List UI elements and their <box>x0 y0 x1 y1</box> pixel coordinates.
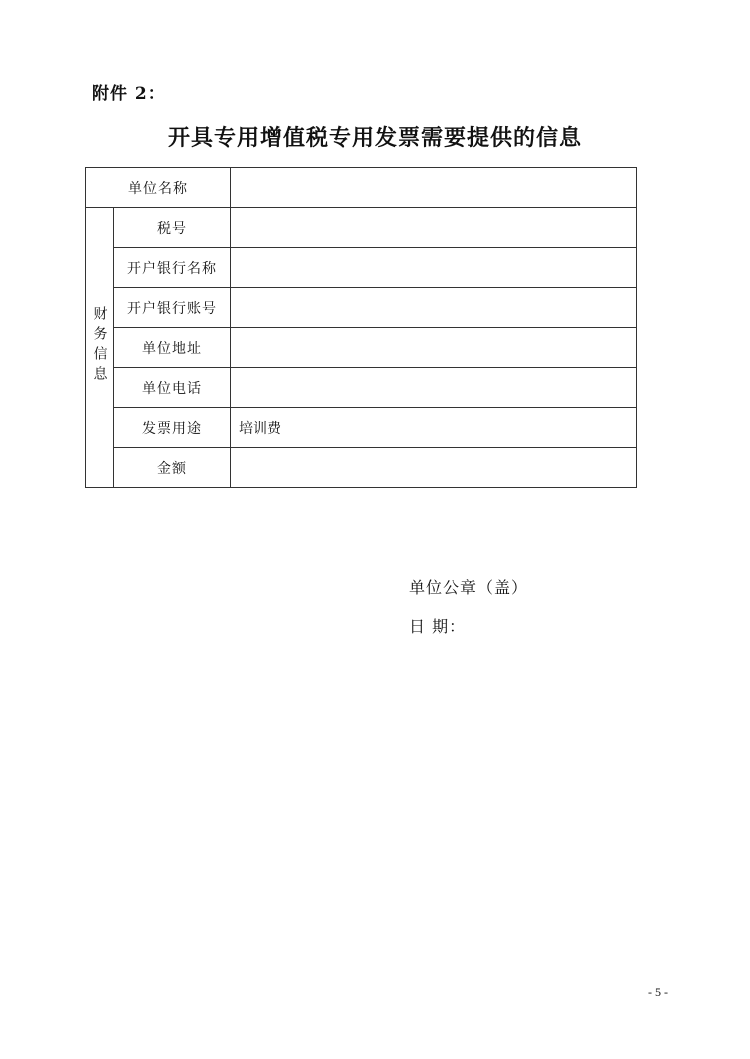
page-number: - 5 - <box>648 985 668 999</box>
amount-label: 金额 <box>114 448 231 488</box>
unit-name-label: 单位名称 <box>86 168 231 208</box>
tax-id-label: 税号 <box>114 208 231 248</box>
invoice-purpose-value[interactable]: 培训费 <box>231 408 637 448</box>
unit-address-value[interactable] <box>231 328 637 368</box>
invoice-info-table <box>85 167 637 488</box>
table-row-unit-name <box>86 168 637 208</box>
table-row-amount <box>86 448 637 488</box>
table-row-bank-account <box>86 288 637 328</box>
unit-address-label: 单位地址 <box>114 328 231 368</box>
unit-phone-value[interactable] <box>231 368 637 408</box>
tax-id-value[interactable] <box>231 208 637 248</box>
table-row-bank-name <box>86 248 637 288</box>
date-label: 日 期： <box>409 617 467 636</box>
unit-name-value[interactable] <box>231 168 637 208</box>
amount-value[interactable] <box>231 448 637 488</box>
unit-phone-label: 单位电话 <box>114 368 231 408</box>
bank-name-value[interactable] <box>231 248 637 288</box>
finance-info-label: 财务信息 <box>91 305 108 386</box>
attachment-label: 附件 2： <box>92 84 166 104</box>
unit-seal-label: 单位公章（盖） <box>409 578 529 597</box>
document-title: 开具专用增值税专用发票需要提供的信息 <box>167 125 582 151</box>
table-row-unit-phone <box>86 368 637 408</box>
bank-account-label: 开户银行账号 <box>114 288 231 328</box>
bank-name-label: 开户银行名称 <box>114 248 231 288</box>
bank-account-value[interactable] <box>231 288 637 328</box>
table-row-invoice-purpose <box>86 408 637 448</box>
finance-info-group-cell <box>86 208 114 488</box>
table-row-unit-address <box>86 328 637 368</box>
table-row-tax-id <box>86 208 637 248</box>
invoice-purpose-label: 发票用途 <box>114 408 231 448</box>
